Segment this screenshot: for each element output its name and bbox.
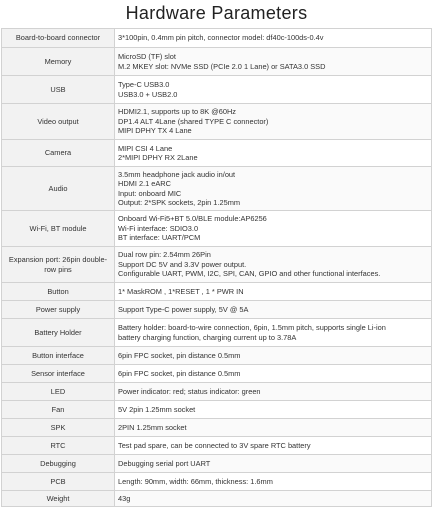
value-line: Configurable UART, PWM, I2C, SPI, CAN, GPIO and other functional interfaces. — [118, 269, 381, 279]
value-line: DP1.4 ALT 4Lane (shared TYPE C connector) — [118, 116, 269, 126]
row-label: Fan — [2, 401, 115, 419]
table-row — [2, 247, 432, 283]
row-value — [115, 48, 432, 76]
row-label: Weight — [2, 491, 115, 507]
table-row — [2, 76, 432, 104]
table-row — [2, 437, 432, 455]
table-row — [2, 140, 432, 167]
value-line: MicroSD (TF) slot — [118, 52, 176, 62]
value-line: BT interface: UART/PCM — [118, 233, 201, 243]
row-label: Power supply — [2, 301, 115, 319]
table-row — [2, 29, 432, 48]
row-value — [115, 211, 432, 247]
row-label: RTC — [2, 437, 115, 455]
row-label: Video output — [2, 104, 115, 140]
value-line: Test pad spare, can be connected to 3V spare RTC battery — [118, 440, 311, 450]
row-label: PCB — [2, 473, 115, 491]
table-row — [2, 347, 432, 365]
table-row — [2, 419, 432, 437]
row-label: LED — [2, 383, 115, 401]
row-value — [115, 401, 432, 419]
row-value — [115, 419, 432, 437]
row-label: Battery Holder — [2, 319, 115, 347]
row-value — [115, 167, 432, 211]
row-value — [115, 365, 432, 383]
row-value — [115, 283, 432, 301]
row-label: Sensor interface — [2, 365, 115, 383]
table-row — [2, 48, 432, 76]
row-value — [115, 29, 432, 48]
row-label: Memory — [2, 48, 115, 76]
table-row — [2, 383, 432, 401]
row-value — [115, 383, 432, 401]
row-value — [115, 491, 432, 507]
row-label: Board-to-board connector — [2, 29, 115, 48]
value-line: Debugging serial port UART — [118, 458, 211, 468]
table-row — [2, 283, 432, 301]
value-line: Wi-Fi interface: SDIO3.0 — [118, 223, 199, 233]
row-label: Button — [2, 283, 115, 301]
row-label: Expansion port: 26pin double-row pins — [2, 247, 115, 283]
table-row — [2, 211, 432, 247]
table-row — [2, 104, 432, 140]
value-line: 5V 2pin 1.25mm socket — [118, 404, 196, 414]
value-line: MIPI CSI 4 Lane — [118, 143, 173, 153]
row-value — [115, 104, 432, 140]
value-line: 6pin FPC socket, pin distance 0.5mm — [118, 350, 241, 360]
row-value — [115, 76, 432, 104]
table-row — [2, 301, 432, 319]
row-value — [115, 319, 432, 347]
value-line: Support Type-C power supply, 5V @ 5A — [118, 304, 249, 314]
table-row — [2, 167, 432, 211]
table-row — [2, 319, 432, 347]
value-line: Output: 2*SPK sockets, 2pin 1.25mm — [118, 197, 241, 207]
row-value — [115, 437, 432, 455]
row-label: Wi-Fi, BT module — [2, 211, 115, 247]
hardware-parameters-table — [1, 28, 432, 507]
value-line: 2*MIPI DPHY RX 2Lane — [118, 153, 198, 162]
table-row — [2, 401, 432, 419]
row-label: Debugging — [2, 455, 115, 473]
row-value — [115, 301, 432, 319]
value-line: MIPI DPHY TX 4 Lane — [118, 126, 192, 136]
value-line: Input: onboard MIC — [118, 188, 182, 198]
value-line: Type-C USB3.0 — [118, 80, 170, 90]
value-line: 2PIN 1.25mm socket — [118, 422, 187, 432]
value-line: battery charging function, charging current up to 3.78A — [118, 332, 297, 342]
value-line: Power indicator: red; status indicator: green — [118, 386, 261, 396]
table-row — [2, 491, 432, 507]
table-row — [2, 455, 432, 473]
row-value — [115, 455, 432, 473]
value-line: 3.5mm headphone jack audio in/out — [118, 169, 236, 179]
value-line: USB3.0 + USB2.0 — [118, 89, 178, 99]
table-row — [2, 365, 432, 383]
table-body — [2, 29, 432, 507]
row-value — [115, 140, 432, 167]
value-line: Support DC 5V and 3.3V power output. — [118, 259, 247, 269]
value-line: Onboard Wi-Fi5+BT 5.0/BLE module:AP6256 — [118, 214, 267, 224]
value-line: HDMI 2.1 eARC — [118, 179, 171, 189]
value-line: Length: 90mm, width: 66mm, thickness: 1.6mm — [118, 476, 273, 486]
value-line: 43g — [118, 493, 131, 503]
value-line: Dual row pin: 2.54mm 26Pin — [118, 250, 211, 260]
row-label: Audio — [2, 167, 115, 211]
row-label: Button interface — [2, 347, 115, 365]
value-line: 1* MaskROM , 1*RESET , 1 * PWR IN — [118, 286, 244, 296]
value-line: M.2 MKEY slot: NVMe SSD (PCIe 2.0 1 Lane) or SATA3.0 SSD — [118, 61, 326, 71]
row-label: USB — [2, 76, 115, 104]
row-label: SPK — [2, 419, 115, 437]
value-line: Battery holder: board-to-wire connection, 6pin, 1.5mm pitch, supports single Li-ion — [118, 323, 386, 333]
row-value — [115, 247, 432, 283]
value-line: 6pin FPC socket, pin distance 0.5mm — [118, 368, 241, 378]
page-title: Hardware Parameters — [125, 3, 308, 23]
value-line: HDMI2.1, supports up to 8K @60Hz — [118, 107, 237, 117]
row-value — [115, 347, 432, 365]
value-line: 3*100pin, 0.4mm pin pitch, connector model: df40c-100ds-0.4v — [118, 33, 324, 43]
row-label: Camera — [2, 140, 115, 167]
